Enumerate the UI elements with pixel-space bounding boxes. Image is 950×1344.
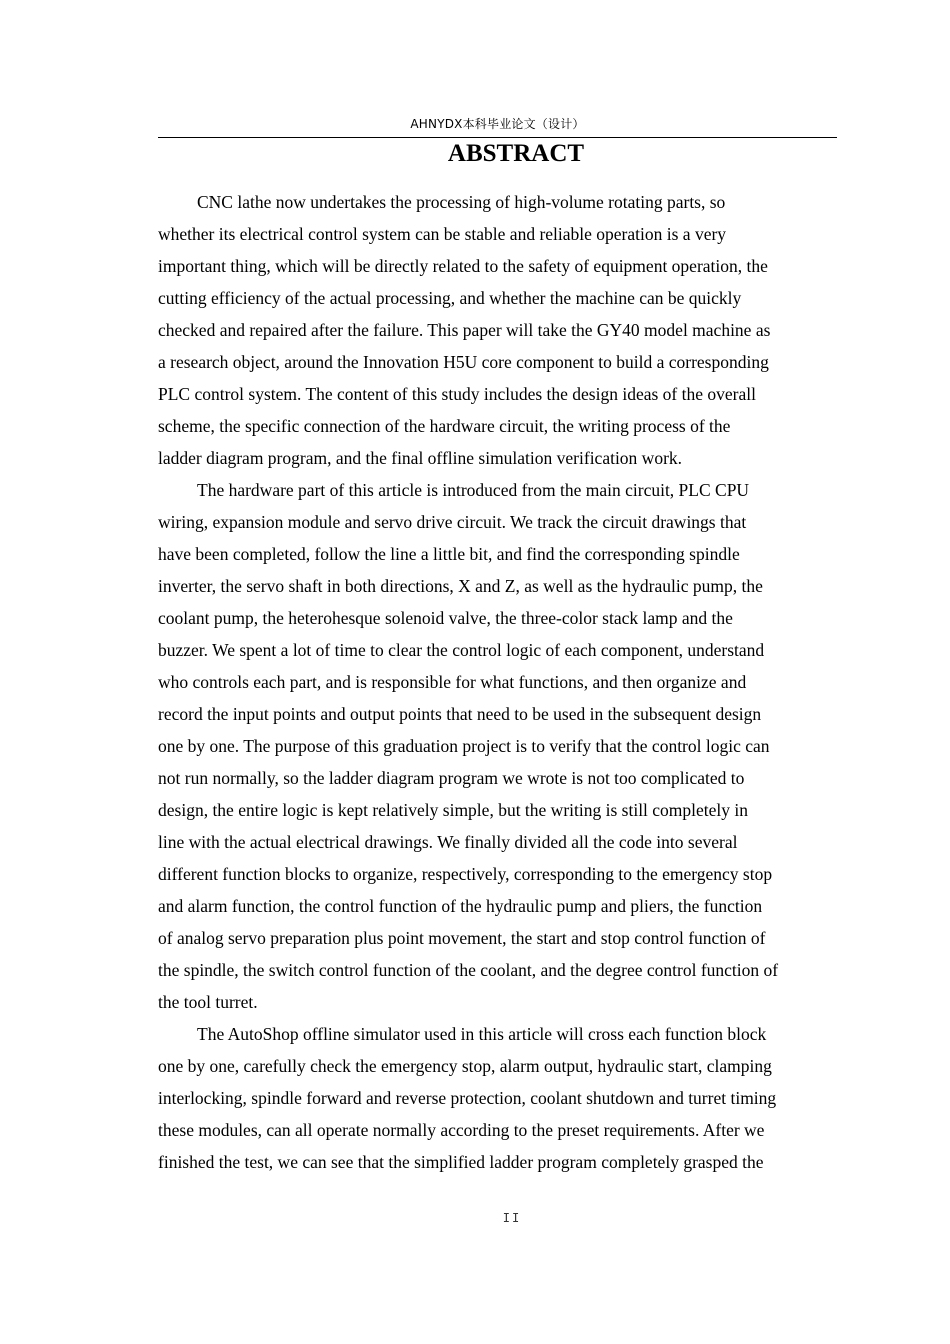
page-number: II (502, 1211, 522, 1225)
abstract-paragraph (158, 474, 840, 1018)
paragraph-line: inverter, the servo shaft in both directions, X and Z, as well as the hydraulic pump, the (158, 576, 763, 596)
paragraph-line: and alarm function, the control function of the hydraulic pump and pliers, the function (158, 896, 763, 916)
abstract-paragraph (158, 186, 840, 474)
paragraph-line: have been completed, follow the line a little bit, and find the corresponding spindle (158, 544, 740, 564)
paragraph-line: checked and repaired after the failure. This paper will take the GY40 model machine as (158, 320, 771, 340)
paragraph-line: of analog servo preparation plus point movement, the start and stop control function of (158, 928, 766, 948)
paragraph-line: interlocking, spindle forward and reverse protection, coolant shutdown and turret timing (158, 1088, 777, 1108)
abstract-paragraph (158, 1018, 840, 1178)
paragraph-line: wiring, expansion module and servo drive circuit. We track the circuit drawings that (158, 512, 747, 532)
paragraph-line: cutting efficiency of the actual processing, and whether the machine can be quickly (158, 288, 742, 308)
paragraph-line: whether its electrical control system can be stable and reliable operation is a very (158, 224, 727, 244)
paragraph-line: ladder diagram program, and the final offline simulation verification work. (158, 448, 683, 468)
page-title: ABSTRACT (447, 140, 585, 167)
paragraph-line: a research object, around the Innovation H5U core component to build a corresponding (158, 352, 769, 372)
paragraph-line: scheme, the specific connection of the hardware circuit, the writing process of the (158, 416, 731, 436)
paragraph-line: important thing, which will be directly related to the safety of equipment operation, the (158, 256, 768, 276)
paragraph-line: PLC control system. The content of this study includes the design ideas of the overall (158, 384, 756, 404)
paragraph-line: coolant pump, the heterohesque solenoid valve, the three-color stack lamp and the (158, 608, 733, 628)
paragraph-line: record the input points and output points that need to be used in the subsequent design (158, 704, 762, 724)
paragraph-line: who controls each part, and is responsible for what functions, and then organize and (158, 672, 747, 692)
paragraph-line: finished the test, we can see that the simplified ladder program completely grasped the (158, 1152, 764, 1172)
abstract-body (158, 186, 840, 1178)
paragraph-line: different function blocks to organize, respectively, corresponding to the emergency stop (158, 864, 773, 884)
running-header: AHNYDX本科毕业论文（设计） (410, 117, 585, 131)
paragraph-line: buzzer. We spent a lot of time to clear the control logic of each component, understand (158, 640, 765, 660)
paragraph-line: design, the entire logic is kept relatively simple, but the writing is still completely in (158, 800, 749, 820)
paragraph-line: the tool turret. (158, 992, 258, 1012)
paragraph-line: the spindle, the switch control function of the coolant, and the degree control function of (158, 960, 779, 980)
paragraph-line: these modules, can all operate normally according to the preset requirements. After we (158, 1120, 765, 1140)
paragraph-line: The hardware part of this article is introduced from the main circuit, PLC CPU (197, 480, 750, 500)
paragraph-line: not run normally, so the ladder diagram program we wrote is not too complicated to (158, 768, 745, 788)
paragraph-line: line with the actual electrical drawings. We finally divided all the code into several (158, 832, 738, 852)
paragraph-line: one by one. The purpose of this graduation project is to verify that the control logic can (158, 736, 770, 756)
paragraph-line: one by one, carefully check the emergency stop, alarm output, hydraulic start, clamping (158, 1056, 772, 1076)
paragraph-line: CNC lathe now undertakes the processing of high-volume rotating parts, so (197, 192, 726, 212)
paragraph-line: The AutoShop offline simulator used in this article will cross each function block (197, 1024, 767, 1044)
